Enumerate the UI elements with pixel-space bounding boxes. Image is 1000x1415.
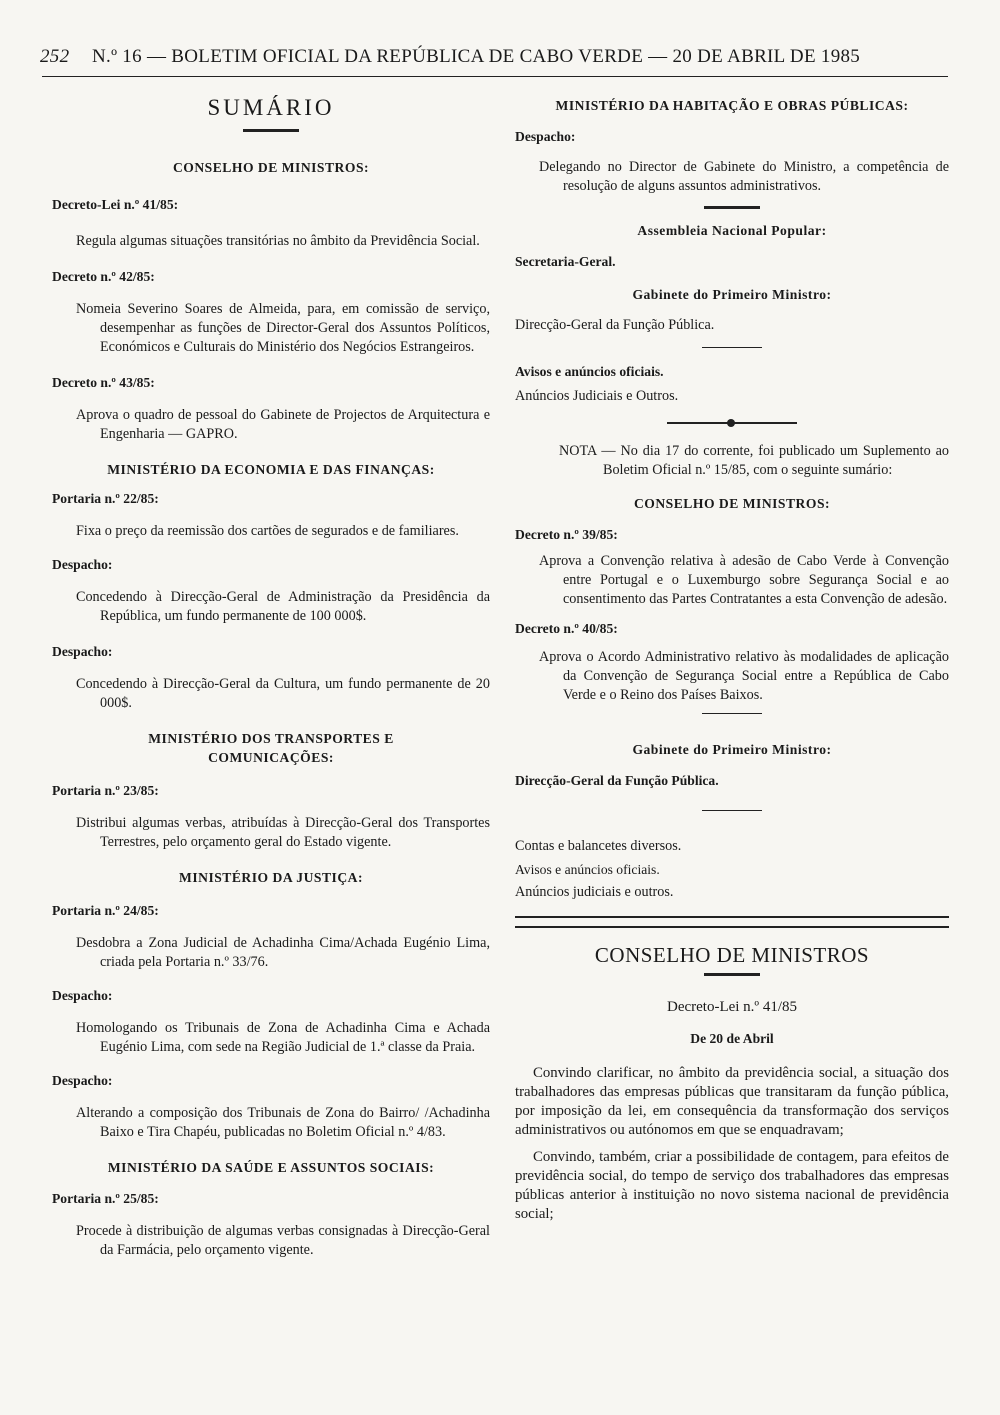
section-heading-mef: MINISTÉRIO DA ECONOMIA E DAS FINANÇAS: xyxy=(107,462,435,477)
section-heading-mtc: MINISTÉRIO DOS TRANSPORTES E COMUNICAÇÕES: xyxy=(148,731,394,765)
header-rule xyxy=(42,76,948,77)
decree-date: De 20 de Abril xyxy=(690,1031,774,1046)
act-label: Despacho: xyxy=(52,1073,113,1088)
act-summary: Aprova o Acordo Administrativo relativo às modalidades de aplicação da Convenção de Segurança Social entre a República de Cabo Verde e o Reino dos Países Baixos. xyxy=(539,649,949,703)
judicial-notices-line: Anúncios Judiciais e Outros. xyxy=(515,388,679,404)
divider xyxy=(243,129,299,132)
act-label: Portaria n.º 22/85: xyxy=(52,491,159,506)
notices-line: Avisos e anúncios oficiais. xyxy=(515,364,664,379)
act-summary: Procede à distribuição de algumas verbas consignadas à Direcção-Geral da Farmácia, pelo orçamento vigente. xyxy=(76,1223,490,1258)
act-label: Decreto n.º 40/85: xyxy=(515,621,618,636)
act-label: Despacho: xyxy=(52,988,113,1003)
section-heading-cm-supplement: CONSELHO DE MINISTROS: xyxy=(633,496,831,511)
section-subheading: Direcção-Geral da Função Pública. xyxy=(515,317,715,333)
act-label: Despacho: xyxy=(52,557,113,572)
act-summary: Concedendo à Direcção-Geral da Cultura, um fundo permanente de 20 000$. xyxy=(76,676,490,711)
act-summary: Homologando os Tribunais de Zona de Achadinha Cima e Achada Eugénio Lima, com sede na Região Judicial de 1.ª classe da Praia. xyxy=(76,1020,490,1055)
act-label: Portaria n.º 23/85: xyxy=(52,783,159,798)
act-label: Despacho: xyxy=(52,644,113,659)
act-summary: Fixa o preço da reemissão dos cartões de segurados e de familiares. xyxy=(76,523,459,539)
section-subheading: Direcção-Geral da Função Pública. xyxy=(515,773,719,788)
act-summary: Regula algumas situações transitórias no âmbito da Previdência Social. xyxy=(76,233,480,249)
divider xyxy=(704,206,760,209)
act-label: Decreto n.º 39/85: xyxy=(515,527,618,542)
summary-column xyxy=(52,96,490,1260)
act-label: Decreto n.º 42/85: xyxy=(52,269,155,284)
section-title-cm: CONSELHO DE MINISTROS xyxy=(594,943,870,967)
act-summary: Desdobra a Zona Judicial de Achadinha Cima/Achada Eugénio Lima, criada pela Portaria n.º 33/76. xyxy=(76,935,490,970)
section-heading-cm: CONSELHO DE MINISTROS: xyxy=(172,160,370,175)
act-label: Portaria n.º 25/85: xyxy=(52,1191,159,1206)
accounts-line: Contas e balancetes diversos. xyxy=(515,838,682,854)
section-heading-mj: MINISTÉRIO DA JUSTIÇA: xyxy=(179,870,363,885)
page-number: 252 xyxy=(40,46,70,67)
summary-title: SUMÁRIO xyxy=(207,95,335,120)
section-subheading: Secretaria-Geral. xyxy=(515,254,616,269)
act-summary: Delegando no Director de Gabinete do Ministro, a competência de resolução de alguns assuntos administrativos. xyxy=(539,159,949,194)
act-label: Portaria n.º 24/85: xyxy=(52,903,159,918)
act-summary: Distribui algumas verbas, atribuídas à Direcção-Geral dos Transportes Terrestres, pelo orçamento geral do Estado vigente. xyxy=(76,815,490,850)
section-heading-anp: Assembleia Nacional Popular: xyxy=(637,223,827,238)
act-summary: Nomeia Severino Soares de Almeida, para, em comissão de serviço, desempenhar as funções de Director-Geral dos Assuntos Políticos, Económicos e Culturais do Ministério dos Negócios Estrangeiros. xyxy=(76,301,490,355)
judicial-notices-line: Anúncios judiciais e outros. xyxy=(515,884,674,900)
ornamental-divider xyxy=(515,916,949,928)
decree-title: Decreto-Lei n.º 41/85 xyxy=(666,999,798,1015)
section-heading-mhop: MINISTÉRIO DA HABITAÇÃO E OBRAS PÚBLICAS: xyxy=(555,98,909,113)
act-label: Decreto-Lei n.º 41/85: xyxy=(52,197,179,212)
dot-divider xyxy=(667,422,797,424)
decree-paragraph: Convindo clarificar, no âmbito da previdência social, a situação dos trabalhadores das empresas públicas que transitaram da função pública, por imposição da lei, em consequência da transformação dos serviços administrativos ou autónomos em que se enquadravam; xyxy=(515,1065,949,1138)
section-heading-msas: MINISTÉRIO DA SAÚDE E ASSUNTOS SOCIAIS: xyxy=(107,1160,435,1175)
act-summary: Concedendo à Direcção-Geral de Administração da Presidência da República, um fundo permanente de 100 000$. xyxy=(76,589,490,624)
running-title: N.º 16 — BOLETIM OFICIAL DA REPÚBLICA DE CABO VERDE — 20 DE ABRIL DE 1985 xyxy=(92,46,861,67)
divider xyxy=(704,973,760,976)
decree-paragraph: Convindo, também, criar a possibilidade de contagem, para efeitos de previdência social, do tempo de serviço dos trabalhadores das empresas públicas anterior à instituição no novo sistema nacional de previdência social; xyxy=(515,1149,949,1222)
section-heading-gpm: Gabinete do Primeiro Ministro: xyxy=(632,287,832,302)
supplement-note: NOTA — No dia 17 do corrente, foi publicado um Suplemento ao Boletim Oficial n.º 15/85, com o seguinte sumário: xyxy=(559,443,949,478)
divider xyxy=(702,347,762,348)
running-header xyxy=(40,46,948,68)
divider xyxy=(702,713,762,714)
divider xyxy=(702,810,762,811)
act-summary: Aprova a Convenção relativa à adesão de Cabo Verde à Convenção entre Portugal e o Luxemburgo sobre Segurança Social e ao consentimento das Partes Contratantes a esta Convenção de adesão. xyxy=(539,553,949,607)
right-column xyxy=(515,96,949,1224)
notices-line: Avisos e anúncios oficiais. xyxy=(515,862,660,877)
act-label: Decreto n.º 43/85: xyxy=(52,375,155,390)
act-label: Despacho: xyxy=(515,129,576,144)
act-summary: Aprova o quadro de pessoal do Gabinete de Projectos de Arquitectura e Engenharia — GAPRO. xyxy=(76,407,490,442)
act-summary: Alterando a composição dos Tribunais de Zona do Bairro/ /Achadinha Baixo e Tira Chapéu, publicadas no Boletim Oficial n.º 4/83. xyxy=(76,1105,490,1140)
section-heading-gpm-supplement: Gabinete do Primeiro Ministro: xyxy=(632,742,832,757)
